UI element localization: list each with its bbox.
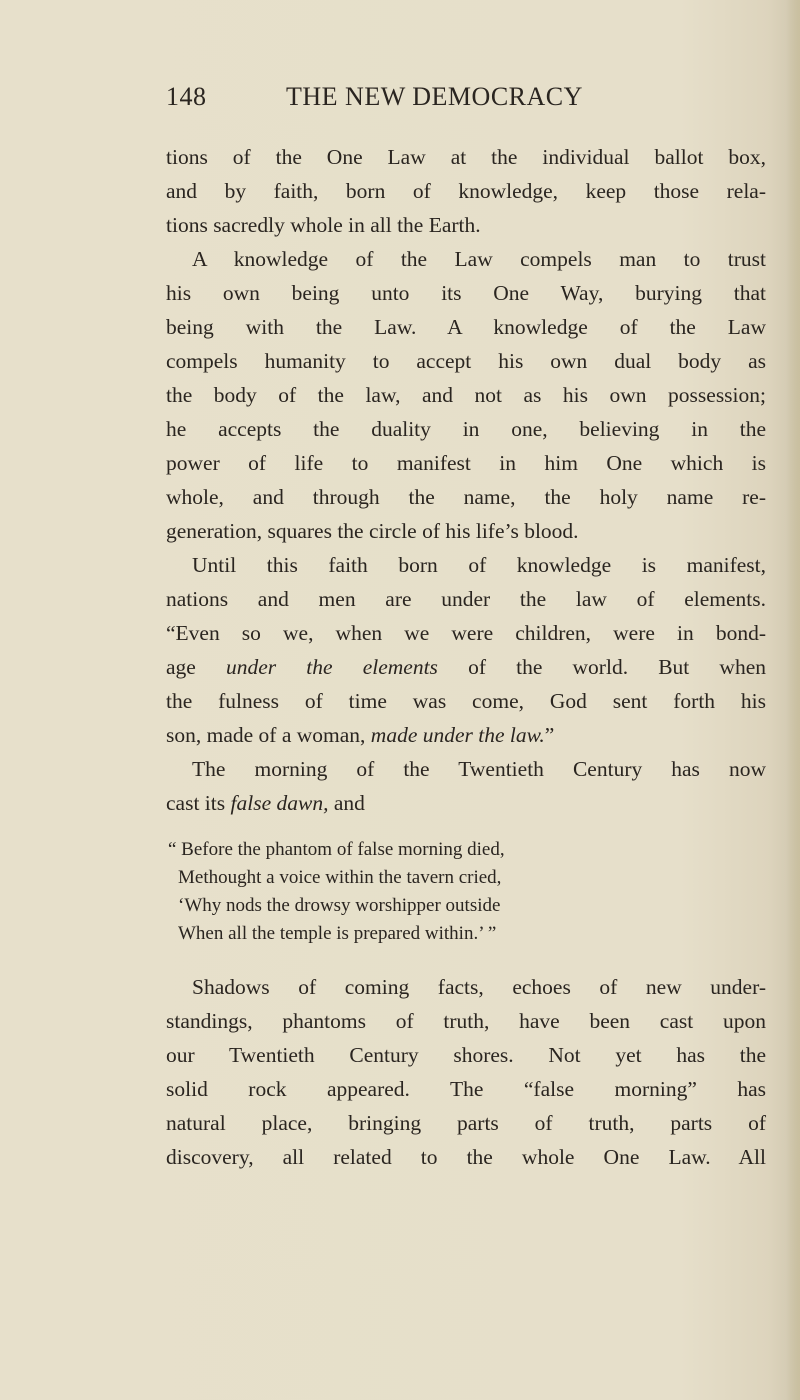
running-title: THE NEW DEMOCRACY xyxy=(286,82,583,111)
text-run: and xyxy=(328,791,365,815)
text-line: tions sacredly whole in all the Earth. xyxy=(166,213,481,237)
text-line xyxy=(166,786,766,820)
text-line: compels humanity to accept his own dual body as xyxy=(166,349,766,373)
text-line xyxy=(166,650,766,684)
text-line: discovery, all related to the whole One Law. All xyxy=(166,1145,766,1169)
poem-line: “ Before the phantom of false morning died, xyxy=(168,839,505,860)
text-line: whole, and through the name, the holy name re- xyxy=(166,485,766,509)
text-line: tions of the One Law at the individual ballot box, xyxy=(166,145,766,169)
body-text xyxy=(166,140,766,1174)
poem-line: ‘Why nods the drowsy worshipper outside xyxy=(178,895,501,916)
running-head xyxy=(166,82,766,112)
text-line: standings, phantoms of truth, have been cast upon xyxy=(166,1009,766,1033)
text-run: of the world. But when xyxy=(437,655,766,679)
italic-phrase: under the elements xyxy=(225,655,438,679)
text-run: age xyxy=(166,655,226,679)
text-line: solid rock appeared. The “false morning” has xyxy=(166,1077,766,1101)
text-line: Shadows of coming facts, echoes of new under- xyxy=(192,975,766,999)
poem-block xyxy=(166,836,766,948)
page-edge-shadow xyxy=(786,0,800,1400)
text-run: cast its xyxy=(166,791,231,815)
page-number: 148 xyxy=(166,82,207,111)
text-line: our Twentieth Century shores. Not yet has the xyxy=(166,1043,766,1067)
text-line: A knowledge of the Law compels man to trust xyxy=(192,247,766,271)
text-line: The morning of the Twentieth Century has now xyxy=(192,757,766,781)
text-line: “Even so we, when we were children, were in bond- xyxy=(166,621,766,645)
poem-line: Methought a voice within the tavern cried, xyxy=(178,867,502,888)
poem-line: When all the temple is prepared within.’ ” xyxy=(178,923,497,944)
italic-phrase: false dawn, xyxy=(230,791,329,815)
text-line: his own being unto its One Way, burying that xyxy=(166,281,766,305)
text-line: Until this faith born of knowledge is manifest, xyxy=(192,553,766,577)
text-run: son, made of a woman, xyxy=(166,723,371,747)
text-line: being with the Law. A knowledge of the Law xyxy=(166,315,766,339)
text-run: ” xyxy=(544,723,555,747)
text-line: power of life to manifest in him One which is xyxy=(166,451,766,475)
text-line xyxy=(166,718,766,752)
text-line: he accepts the duality in one, believing in the xyxy=(166,417,766,441)
text-line: nations and men are under the law of elements. xyxy=(166,587,766,611)
text-line: and by faith, born of knowledge, keep those rela- xyxy=(166,179,766,203)
text-line: generation, squares the circle of his life’s blood. xyxy=(166,519,579,543)
text-line: natural place, bringing parts of truth, parts of xyxy=(166,1111,766,1135)
text-line: the fulness of time was come, God sent forth his xyxy=(166,689,766,713)
italic-phrase: made under the law. xyxy=(370,723,545,747)
text-line: the body of the law, and not as his own possession; xyxy=(166,383,766,407)
